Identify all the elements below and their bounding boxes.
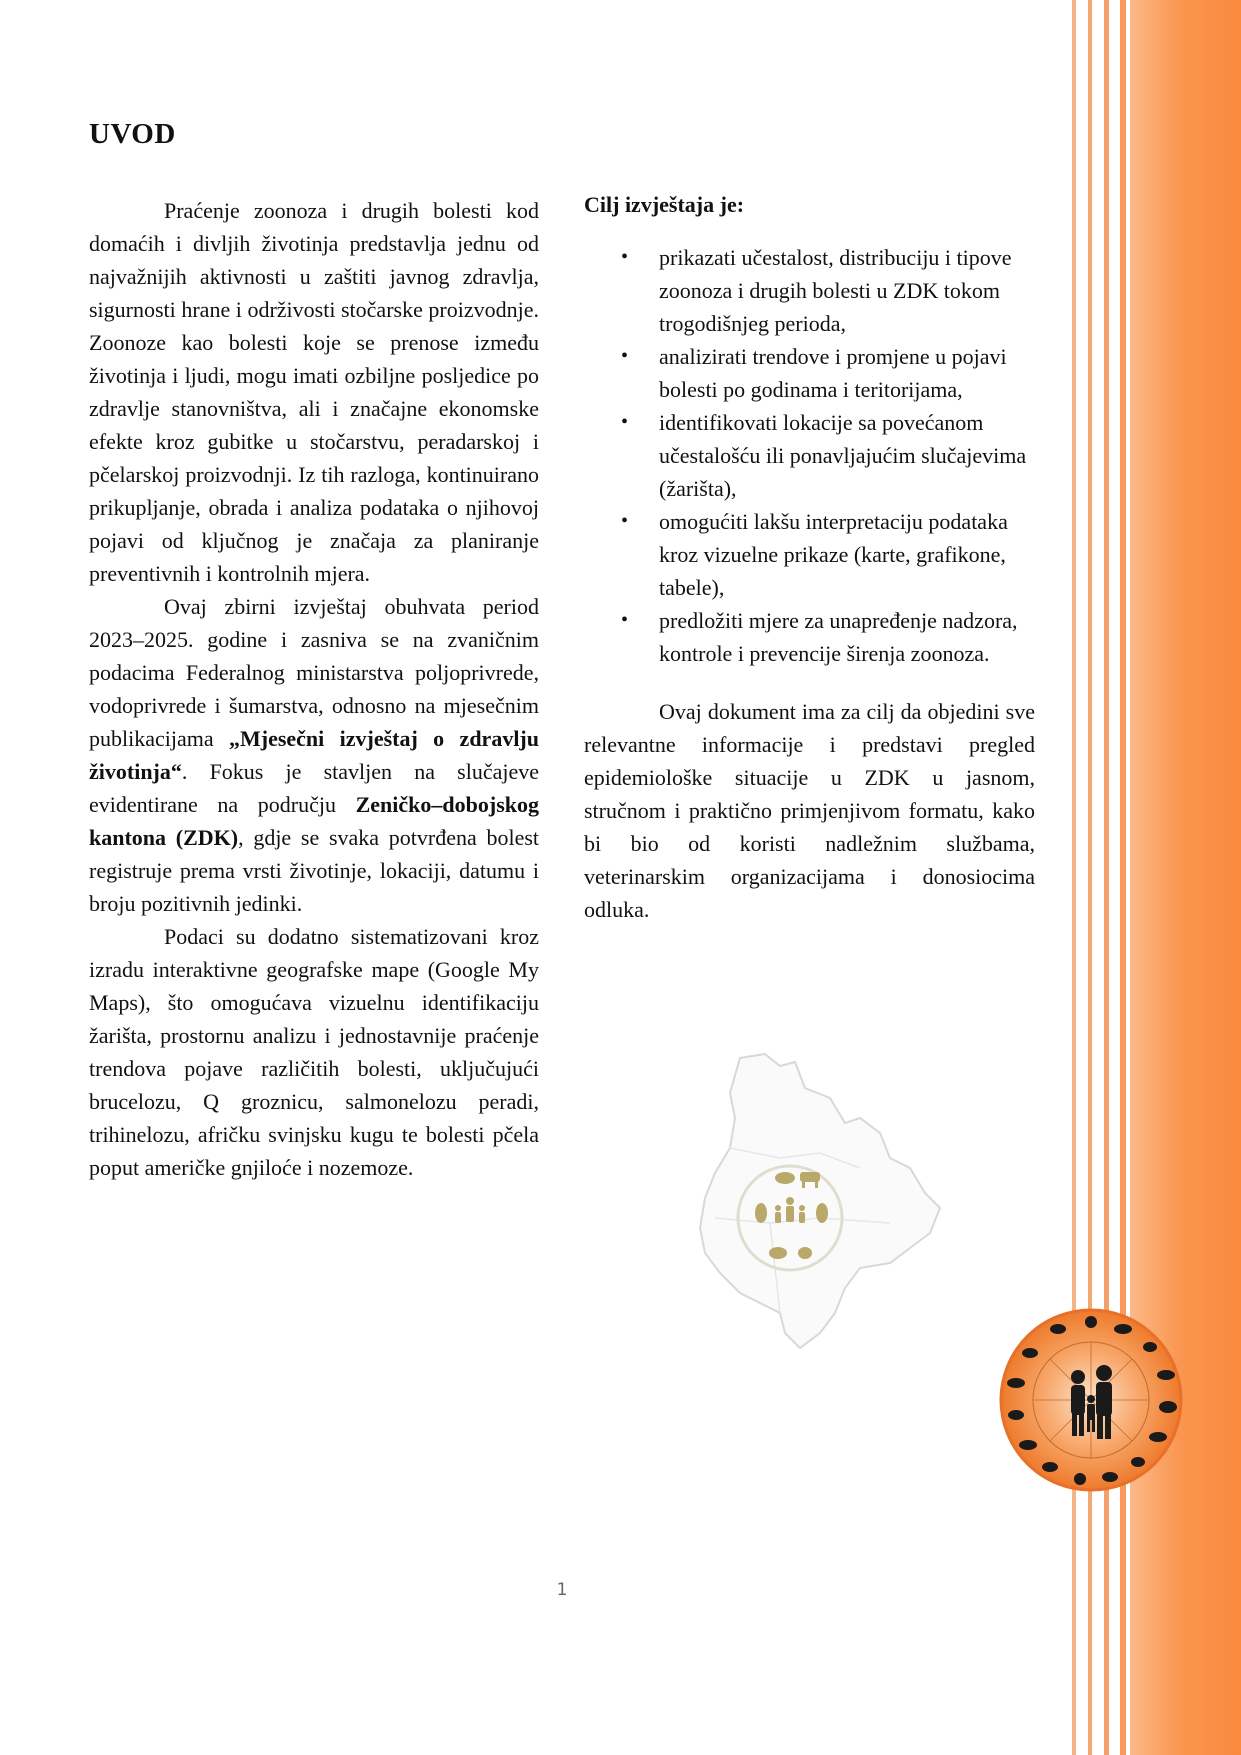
p2-text-a: Ovaj zbirni izvještaj obuhvata period 2023–2025. godine i zasniva se na zvaničnim podacima Federalnog ministarstva poljoprivrede, vodoprivrede i šumarstva, odnosno na mjesečnim publikacijama (89, 594, 539, 751)
bullet-icon: • (621, 411, 629, 433)
bullet-icon: • (621, 609, 629, 631)
goal-item (621, 505, 1035, 604)
goal-text: identifikovati lokacije sa povećanom učestalošću ili ponavljajućim slučajevima (žarišta), (659, 410, 1027, 501)
goal-text: analizirati trendove i promjene u pojavi bolesti po godinama i teritorijama, (659, 344, 1007, 402)
one-health-logo-icon (998, 1307, 1184, 1493)
goal-text: prikazati učestalost, distribuciju i tipove zoonoza i drugih bolesti u ZDK tokom trogodišnjeg perioda, (659, 245, 1012, 336)
goal-item (621, 604, 1035, 670)
bullet-icon: • (621, 345, 629, 367)
canton-name: Zeničko–dobojskog kantona (ZDK) (89, 792, 539, 850)
p2-text-b: . Fokus je stavljen na slučajeve evidentirane na području (89, 759, 539, 817)
goals-list (584, 241, 1035, 670)
goal-heading: Cilj izvještaja je: (584, 192, 745, 217)
left-column (89, 194, 539, 1184)
page-heading: UVOD (89, 118, 176, 150)
p2-text-c: , gdje se svaka potvrđena bolest registruje prema vrsti životinje, lokaciji, datumu i broju pozitivnih jedinki. (89, 825, 540, 916)
goal-text: omogućiti lakšu interpretaciju podataka kroz vizuelne prikaze (karte, grafikone, tabele), (659, 509, 1008, 600)
bullet-icon: • (621, 246, 629, 268)
zdk-map-icon (590, 1048, 990, 1358)
goal-item (621, 340, 1035, 406)
page-number: 1 (556, 1580, 568, 1600)
goal-item (621, 406, 1035, 505)
publication-title: „Mjesečni izvještaj o zdravlju životinja“ (89, 726, 539, 784)
right-column (584, 188, 1035, 926)
goal-text: predložiti mjere za unapređenje nadzora, kontrole i prevencije širenja zoonoza. (659, 608, 1018, 666)
intro-paragraph-3: Podaci su dodatno sistematizovani kroz izradu interaktivne geografske mape (Google My Maps), što omogućava vizuelnu identifikaciju žarišta, prostornu analizu i jednostavnije praćenje trendova pojave različitih bolesti, uključujući brucelozu, Q groznicu, salmonelozu peradi, trihinelozu, afričku svinjsku kugu te bolesti pčela poput američke gnjiloće i nozemoze. (89, 924, 539, 1180)
closing-paragraph: Ovaj dokument ima za cilj da objedini sve relevantne informacije i predstavi pregled epidemiološke situacije u ZDK u jasnom, stručnom i praktično primjenjivom formatu, kako bi bio od koristi nadležnim službama, veterinarskim organizacijama i donosiocima odluka. (584, 699, 1035, 922)
intro-paragraph-2 (89, 590, 539, 920)
intro-paragraph-1: Praćenje zoonoza i drugih bolesti kod domaćih i divljih životinja predstavlja jednu od najvažnijih aktivnosti u zaštiti javnog zdravlja, sigurnosti hrane i održivosti stočarske proizvodnje. Zoonoze kao bolesti koje se prenose između životinja i ljudi, mogu imati ozbiljne posljedice po zdravlje stanovništva, ali i značajne ekonomske efekte kroz gubitke u stočarstvu, peradarskoj i pčelarskoj proizvodnji. Iz tih razloga, kontinuirano prikupljanje, obrada i analiza podataka o njihovoj pojavi od ključnog je značaja za planiranje preventivnih i kontrolnih mjera. (89, 198, 539, 586)
bullet-icon: • (621, 510, 629, 532)
goal-item (621, 241, 1035, 340)
